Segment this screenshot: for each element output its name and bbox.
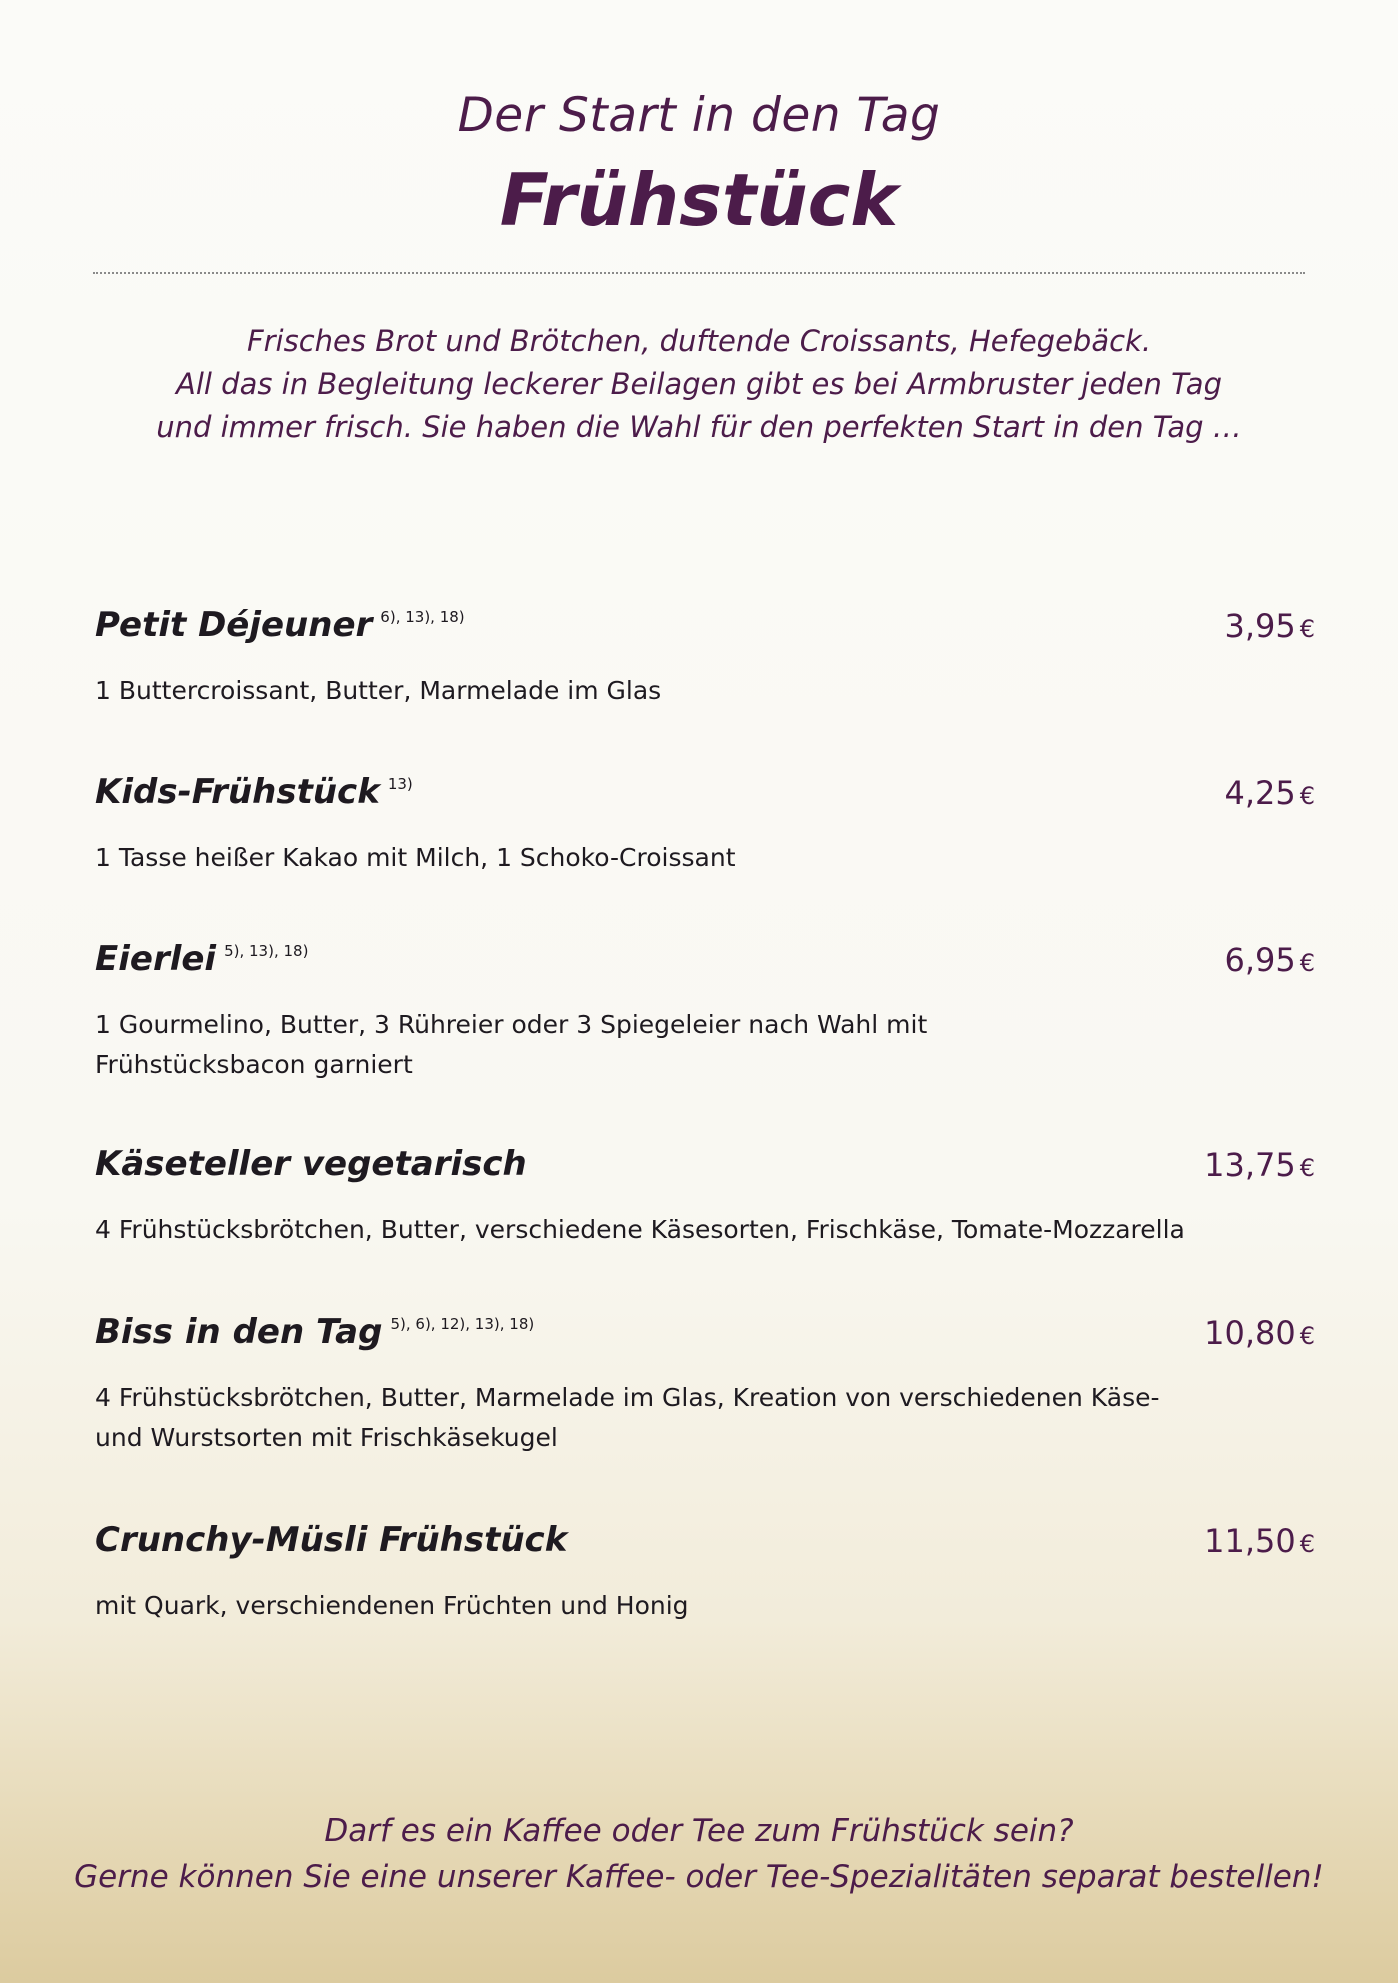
price-currency: € [1299, 1530, 1315, 1558]
item-name [95, 772, 413, 812]
price-value: 6,95 [1224, 941, 1296, 979]
item-price [1224, 774, 1315, 812]
item-description [95, 1378, 1205, 1458]
footer-line: Darf es ein Kaffee oder Tee zum Frühstück sein? [324, 1813, 1074, 1849]
item-name [95, 939, 308, 979]
price-currency: € [1299, 615, 1315, 643]
footer-line: Gerne können Sie eine unserer Kaffee- oder Tee-Spezialitäten separat bestellen! [74, 1859, 1324, 1895]
description-line: Frühstücksbacon garniert [95, 1050, 413, 1079]
item-allergens: 6), 13), 18) [380, 608, 465, 626]
footer-note [0, 1808, 1398, 1900]
item-name [95, 1520, 567, 1560]
intro-line: All das in Begleitung leckerer Beilagen gibt es bei Armbruster jeden Tag [176, 367, 1222, 401]
item-name-text: Biss in den Tag [95, 1312, 383, 1352]
item-price [1224, 941, 1315, 979]
item-name-text: Kids-Frühstück [95, 772, 380, 812]
item-name [95, 1312, 534, 1352]
item-name-text: Crunchy-Müsli Frühstück [95, 1520, 568, 1560]
price-value: 11,50 [1204, 1522, 1296, 1560]
description-line: und Wurstsorten mit Frischkäsekugel [95, 1423, 558, 1452]
price-currency: € [1299, 949, 1315, 977]
intro-text [0, 320, 1398, 449]
price-currency: € [1299, 1322, 1315, 1350]
description-line: 1 Gourmelino, Butter, 3 Rühreier oder 3 Spiegeleier nach Wahl mit [95, 1010, 928, 1039]
item-name-text: Petit Déjeuner [95, 605, 373, 645]
item-allergens: 13) [387, 775, 413, 793]
item-allergens: 5), 6), 12), 13), 18) [390, 1315, 535, 1333]
description-line: 4 Frühstücksbrötchen, Butter, verschiedene Käsesorten, Frischkäse, Tomate-Mozzarella [95, 1215, 1185, 1244]
item-name-text: Eierlei [95, 939, 217, 979]
intro-line: Frisches Brot und Brötchen, duftende Croissants, Hefegebäck. [246, 324, 1152, 358]
price-value: 13,75 [1204, 1146, 1296, 1184]
price-currency: € [1299, 1154, 1315, 1182]
menu-title: Frühstück [499, 158, 899, 242]
price-currency: € [1299, 782, 1315, 810]
price-value: 4,25 [1224, 774, 1296, 812]
item-price [1204, 1146, 1315, 1184]
price-value: 3,95 [1224, 607, 1296, 645]
item-name-text: Käseteller vegetarisch [95, 1144, 527, 1184]
intro-line: und immer frisch. Sie haben die Wahl für den perfekten Start in den Tag … [156, 410, 1242, 444]
price-value: 10,80 [1204, 1314, 1296, 1352]
item-name [95, 605, 465, 645]
item-price [1204, 1522, 1315, 1560]
item-price [1204, 1314, 1315, 1352]
description-line: 1 Buttercroissant, Butter, Marmelade im Glas [95, 676, 662, 705]
item-description [95, 671, 1205, 711]
item-description [95, 1586, 1205, 1626]
item-description [95, 838, 1205, 878]
item-name [95, 1144, 527, 1184]
description-line: mit Quark, verschiendenen Früchten und Honig [95, 1591, 689, 1620]
item-description [95, 1210, 1205, 1250]
menu-subtitle: Der Start in den Tag [457, 88, 941, 143]
dotted-divider [93, 272, 1305, 274]
item-allergens: 5), 13), 18) [224, 942, 309, 960]
description-line: 1 Tasse heißer Kakao mit Milch, 1 Schoko-Croissant [95, 843, 736, 872]
item-price [1224, 607, 1315, 645]
description-line: 4 Frühstücksbrötchen, Butter, Marmelade im Glas, Kreation von verschiedenen Käse- [95, 1383, 1160, 1412]
item-description [95, 1005, 1205, 1085]
